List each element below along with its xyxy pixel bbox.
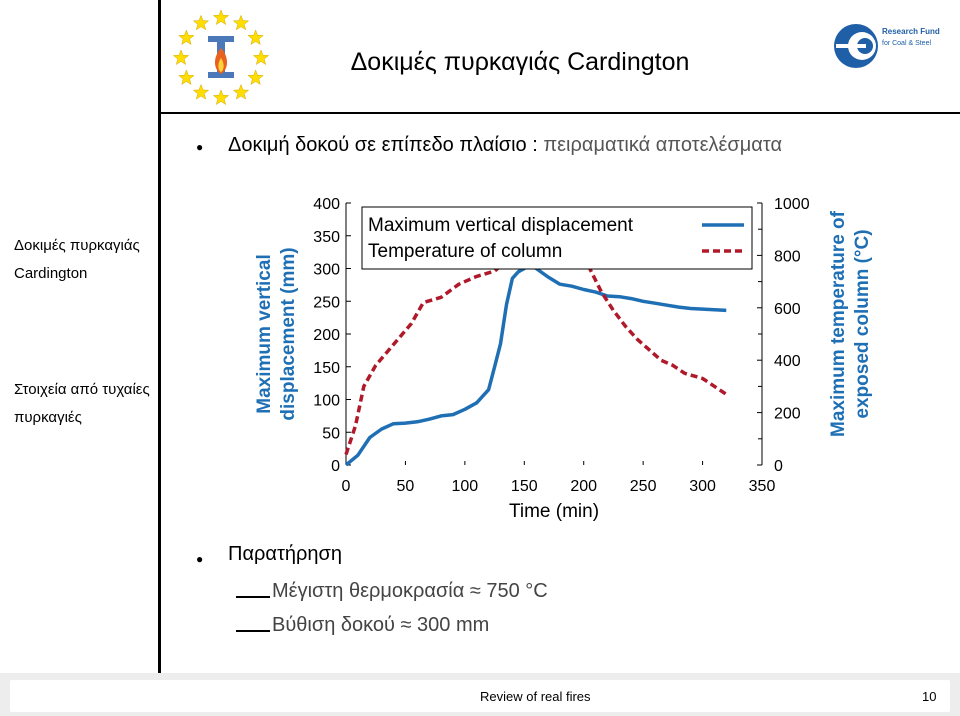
star-icon (193, 15, 208, 29)
sub-bullet-1: Μέγιστη θερμοκρασία ≈ 750 °C (272, 580, 548, 602)
x-tick-label: 100 (451, 478, 479, 495)
bullet-1-grey: πειραματικά αποτελέσματα (543, 134, 783, 156)
header-divider (161, 112, 960, 114)
y-left-tick-label: 300 (313, 261, 340, 279)
y-left-tick-label: 150 (313, 359, 340, 377)
bullet-1-main: Δοκιμή δοκού σε επίπεδο πλαίσιο : (228, 134, 544, 156)
sub-bullet-dash (236, 596, 270, 598)
x-tick-label: 50 (396, 478, 415, 495)
y-right-tick-label: 0 (774, 458, 783, 475)
y-right-tick-label: 400 (774, 353, 801, 371)
star-icon (179, 30, 194, 45)
star-icon (233, 15, 248, 29)
sub-bullet-dash (236, 630, 270, 632)
star-icon (213, 10, 228, 25)
series-line-displacement (346, 265, 726, 465)
bullet-dot: ● (196, 140, 204, 154)
legend-label-temperature: Temperature of column (368, 241, 563, 262)
svg-text:Research Fund: Research Fund (882, 27, 940, 36)
star-icon (193, 85, 208, 100)
x-tick-label: 250 (629, 478, 657, 495)
star-icon (248, 30, 263, 45)
star-icon (233, 85, 248, 100)
footer-text: Review of real fires (480, 689, 591, 704)
x-axis-title: Time (min) (508, 501, 600, 522)
x-tick-label: 0 (341, 478, 351, 495)
x-tick-label: 200 (570, 478, 598, 495)
x-tick-label: 350 (748, 478, 776, 495)
y-right-tick-label: 600 (774, 300, 801, 318)
y-left-tick-label: 200 (313, 327, 340, 344)
chart (160, 185, 873, 522)
y-right-tick-label: 800 (774, 248, 801, 266)
bullet-1-text (228, 131, 828, 159)
slide-title: Δοκιμές πυρκαγιάς Cardington (350, 48, 690, 76)
y-left-axis-title: Maximum vertical displacement (mm) (254, 247, 299, 421)
y-left-tick-label: 250 (313, 294, 340, 312)
y-left-tick-label: 50 (322, 425, 340, 443)
y-left-tick-label: 100 (313, 392, 340, 410)
x-tick-label: 300 (689, 478, 716, 495)
y-right-tick-label: 200 (774, 405, 801, 423)
y-right-axis-title: Maximum temperature of exposed column (°C) (828, 211, 873, 437)
star-icon (213, 90, 228, 105)
bullet-2-text: Παρατήρηση (228, 543, 342, 565)
page-number: 10 (922, 689, 937, 704)
y-left-tick-label: 0 (331, 458, 340, 475)
bullet-dot: ● (196, 552, 204, 566)
sidebar-title: Δοκιμές πυρκαγιάς Cardington (14, 237, 140, 282)
svg-text:for Coal & Steel: for Coal & Steel (882, 40, 932, 47)
y-right-tick-label: 1000 (774, 196, 810, 213)
x-tick-label: 150 (510, 478, 538, 495)
sub-bullet-2: Βύθιση δοκού ≈ 300 mm (272, 614, 490, 636)
y-left-tick-label: 350 (313, 228, 340, 246)
legend-label-displacement: Maximum vertical displacement (368, 215, 634, 236)
y-left-tick-label: 400 (313, 196, 340, 213)
sidebar-subtitle: Στοιχεία από τυχαίες πυρκαγιές (14, 381, 150, 426)
